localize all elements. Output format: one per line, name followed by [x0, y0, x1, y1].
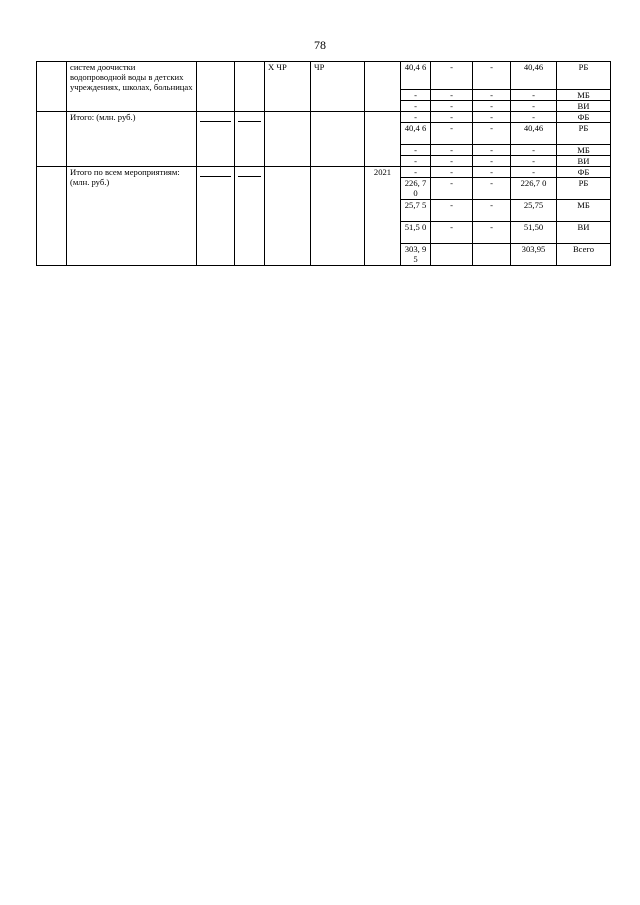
subtotal-v4: -	[511, 145, 557, 156]
total-v4: -	[511, 167, 557, 178]
subtotal-v1: 40,4 6	[401, 123, 431, 145]
measure-v4: -	[511, 101, 557, 112]
measure-col4: Х ЧР	[265, 62, 311, 112]
total-v2: -	[431, 167, 473, 178]
total-v2: -	[431, 200, 473, 222]
subtotal-v4: -	[511, 112, 557, 123]
total-v1: -	[401, 167, 431, 178]
subtotal-v2: -	[431, 112, 473, 123]
subtotal-v3: -	[473, 112, 511, 123]
total-source: Всего	[557, 244, 611, 266]
measure-v3: -	[473, 62, 511, 90]
total-v4: 51,50	[511, 222, 557, 244]
total-source: ВИ	[557, 222, 611, 244]
subtotal-source: МБ	[557, 145, 611, 156]
table-row	[37, 62, 611, 90]
measure-v4: -	[511, 90, 557, 101]
measure-col5: ЧР	[311, 62, 365, 112]
subtotal-source: ФБ	[557, 112, 611, 123]
total-v4: 25,75	[511, 200, 557, 222]
measure-v1: 40,4 6	[401, 62, 431, 90]
total-v3: -	[473, 178, 511, 200]
table-row	[37, 112, 611, 123]
measure-source: МБ	[557, 90, 611, 101]
subtotal-label: Итого: (млн. руб.)	[67, 112, 197, 167]
measure-v2: -	[431, 101, 473, 112]
subtotal-v3: -	[473, 156, 511, 167]
total-v4: 226,7 0	[511, 178, 557, 200]
measure-v2: -	[431, 62, 473, 90]
measure-v2: -	[431, 90, 473, 101]
subtotal-v3: -	[473, 145, 511, 156]
total-v3: -	[473, 167, 511, 178]
measure-v1: -	[401, 90, 431, 101]
measure-source: РБ	[557, 62, 611, 90]
total-v3: -	[473, 200, 511, 222]
measure-v3: -	[473, 101, 511, 112]
subtotal-v1: -	[401, 156, 431, 167]
subtotal-v1: -	[401, 112, 431, 123]
measure-source: ВИ	[557, 101, 611, 112]
total-v2	[431, 244, 473, 266]
total-source: ФБ	[557, 167, 611, 178]
total-v1: 51,5 0	[401, 222, 431, 244]
measure-name-cell: систем доочистки водопроводной воды в детских учреждениях, школах, больницах	[67, 62, 197, 112]
total-v2: -	[431, 178, 473, 200]
subtotal-v2: -	[431, 145, 473, 156]
table-row	[37, 167, 611, 178]
subtotal-v2: -	[431, 123, 473, 145]
total-source: МБ	[557, 200, 611, 222]
total-year: 2021	[365, 167, 401, 266]
budget-table	[36, 61, 611, 266]
subtotal-v1: -	[401, 145, 431, 156]
measure-v1: -	[401, 101, 431, 112]
total-v1: 303, 95	[401, 244, 431, 266]
subtotal-v4: -	[511, 156, 557, 167]
subtotal-v4: 40,46	[511, 123, 557, 145]
subtotal-source: РБ	[557, 123, 611, 145]
total-label: Итого по всем мероприятиям: (млн. руб.)	[67, 167, 197, 266]
subtotal-v3: -	[473, 123, 511, 145]
subtotal-v2: -	[431, 156, 473, 167]
measure-v3: -	[473, 90, 511, 101]
total-source: РБ	[557, 178, 611, 200]
total-v4: 303,95	[511, 244, 557, 266]
total-v1: 25,7 5	[401, 200, 431, 222]
measure-v4: 40,46	[511, 62, 557, 90]
subtotal-source: ВИ	[557, 156, 611, 167]
total-v2: -	[431, 222, 473, 244]
page-number: 78	[314, 38, 326, 52]
total-v3: -	[473, 222, 511, 244]
total-v1: 226, 7 0	[401, 178, 431, 200]
total-v3	[473, 244, 511, 266]
